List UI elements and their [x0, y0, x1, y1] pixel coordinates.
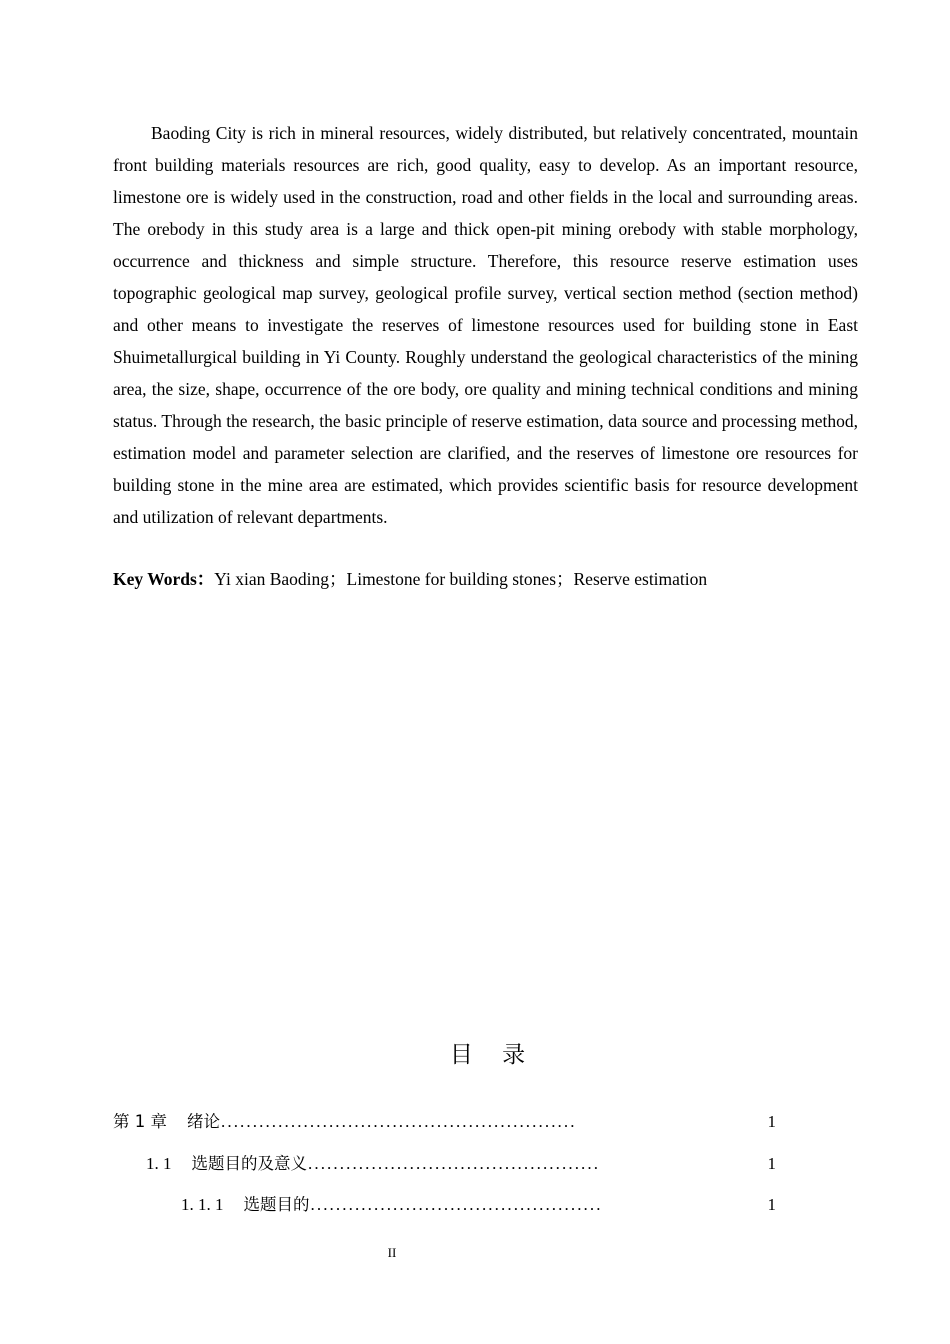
page-number: II: [387, 1245, 397, 1260]
toc-entry-page: 1: [767, 1154, 776, 1173]
toc-entry-page: 1: [767, 1195, 776, 1214]
toc-entry-number: 第 1 章: [113, 1112, 167, 1131]
abstract-paragraph: Baoding City is rich in mineral resources, widely distributed, but relatively concentrated, mountain front building materials resources are rich, good quality, easy to develop. As an important resource, limestone ore is widely used in the construction, road and other fields in the local and surrounding areas. The orebody in this study area is a large and thick open-pit mining orebody with stable morphology, occurrence and thickness and simple structure. Therefore, this resource reserve estimation uses topographic geological map survey, geological profile survey, vertical section method (section method) and other means to investigate the reserves of limestone resources used for building stone in East Shuimetallurgical building in Yi County. Roughly understand the geological characteristics of the mining area, the size, shape, occurrence of the ore body, ore quality and mining technical conditions and mining status. Through the research, the basic principle of reserve estimation, data source and processing method, estimation model and parameter selection are clarified, and the reserves of limestone ore resources for building stone in the mine area are estimated, which provides scientific basis for resource development and utilization of relevant departments.: [113, 123, 858, 527]
toc-entry-leader: ........................................................: [221, 1112, 577, 1131]
toc-entry-number: 1. 1: [146, 1154, 172, 1173]
toc-entry-label: 选题目的: [243, 1195, 310, 1214]
toc-entry-leader: ..............................................: [310, 1195, 603, 1214]
toc-entry-number: 1. 1. 1: [181, 1195, 224, 1214]
keywords-value: Yi xian Baoding；Limestone for building stones；Reserve estimation: [214, 569, 708, 589]
toc-entry-page: 1: [767, 1112, 776, 1131]
toc-entry-label: 选题目的及意义: [191, 1154, 307, 1173]
toc-entry[interactable]: [146, 1152, 776, 1176]
keywords-line: [113, 563, 858, 595]
toc-entry[interactable]: [181, 1193, 776, 1217]
toc-entry[interactable]: [113, 1110, 776, 1134]
toc-entry-leader: ..............................................: [308, 1154, 601, 1173]
toc-title: 目 录: [449, 1042, 526, 1068]
toc-entry-label: 绪论: [187, 1112, 220, 1131]
keywords-label: Key Words：: [113, 569, 215, 589]
